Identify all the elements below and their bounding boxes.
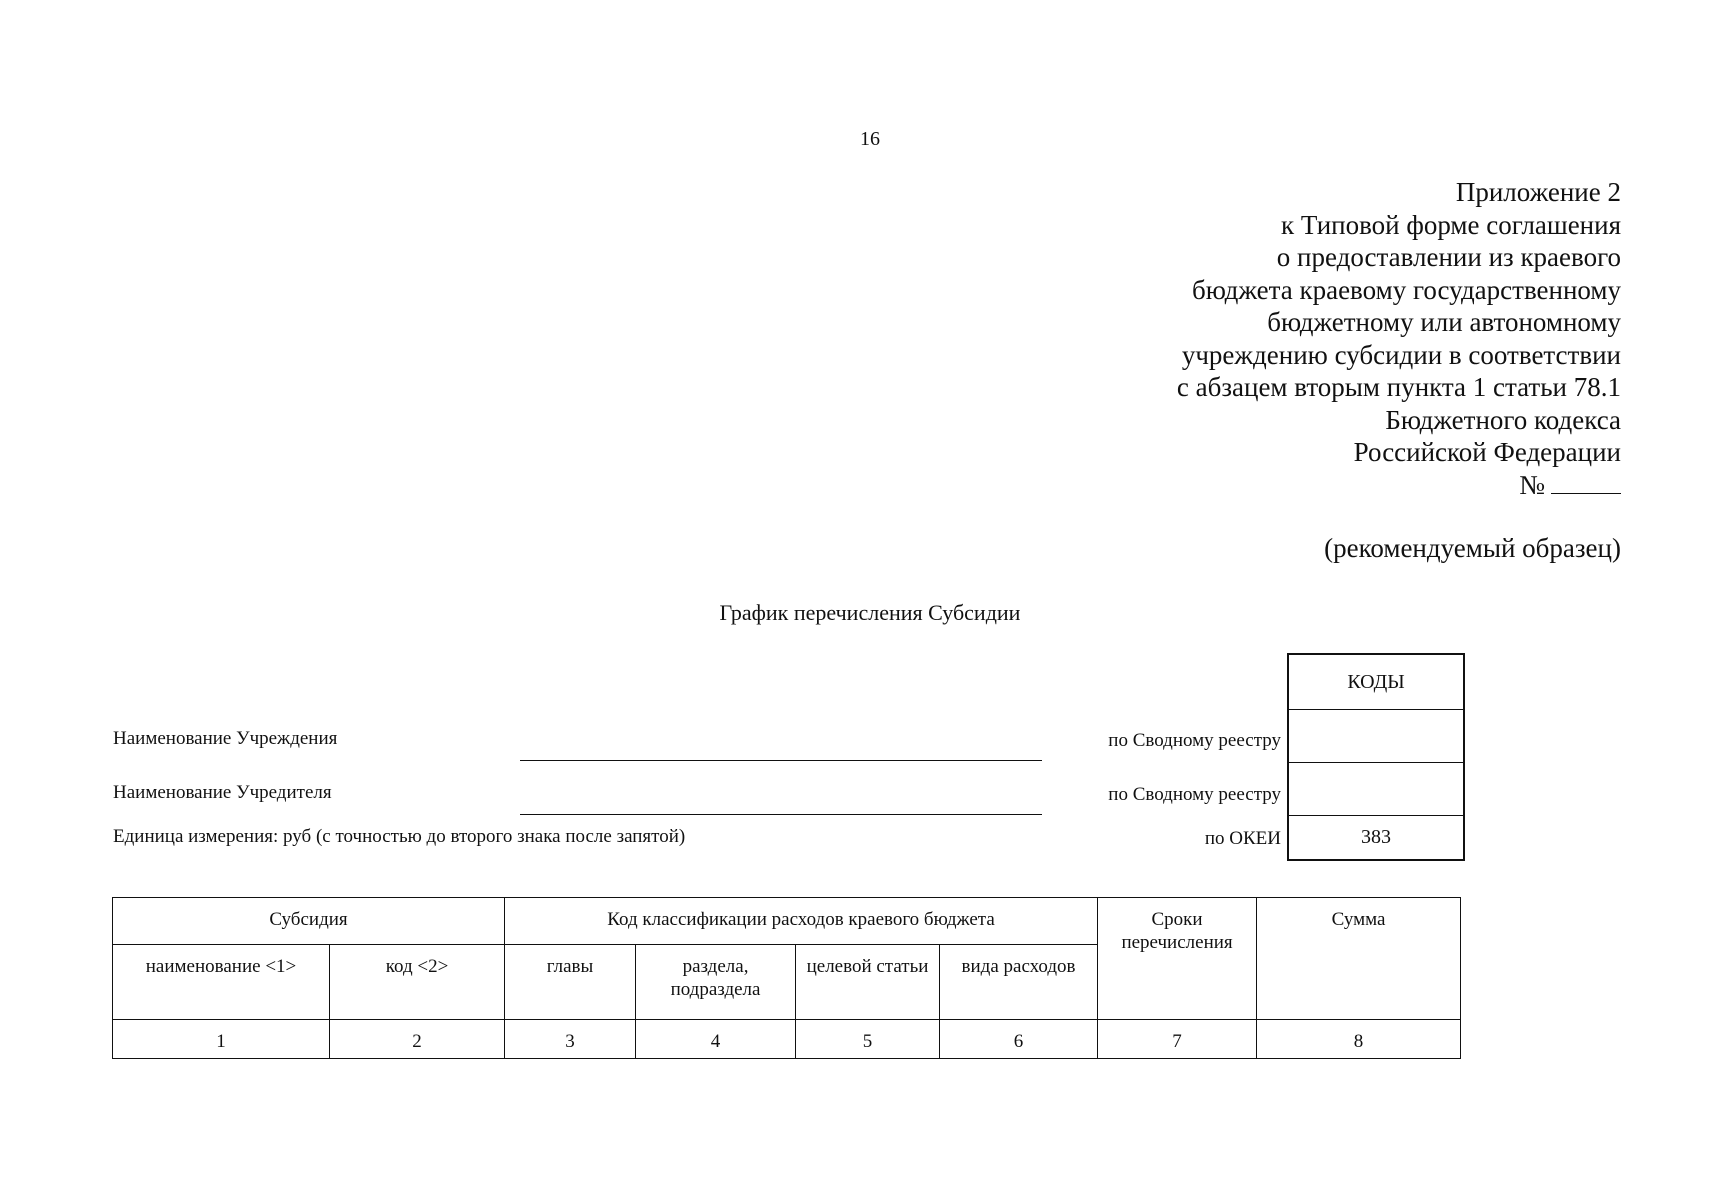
number-blank-line [1551,471,1621,494]
appendix-line: учреждению субсидии в соответствии [1181,339,1621,370]
appendix-line: бюджета краевому государственному [1192,274,1621,305]
header-subsidy: Субсидия [113,898,505,945]
header-classification-code: Код классификации расходов краевого бюджета [505,898,1098,945]
okei-code-cell: 383 [1289,815,1463,859]
header-transfer-terms: Сроки перечисления [1098,898,1257,1020]
unit-label: Единица измерения: руб (с точностью до второго знака после запятой) [113,826,686,847]
okei-label: по ОКЕИ [1204,828,1281,849]
registry-code-cell-1 [1289,709,1463,762]
appendix-line: Приложение 2 [1455,177,1621,207]
header-code: код <2> [330,945,505,1020]
column-number: 2 [330,1020,505,1059]
registry-label-1: по Сводному реестру [1108,730,1281,751]
appendix-line: бюджетному или автономному [1267,307,1621,337]
registry-label-2: по Сводному реестру [1108,784,1281,805]
codes-header: КОДЫ [1347,670,1405,693]
page-number: 16 [860,128,880,150]
header-sum: Сумма [1257,898,1461,1020]
column-number: 6 [940,1020,1098,1059]
appendix-header [1177,176,1621,501]
form-title: График перечисления Субсидии [719,600,1021,625]
appendix-line: Российской Федерации [1353,437,1621,467]
transfer-schedule-table [112,897,1461,1059]
founder-underline [520,814,1042,815]
header-target-article: целевой статьи [796,945,940,1020]
header-chapter: главы [505,945,636,1020]
appendix-line: с абзацем вторым пункта 1 статьи 78.1 [1176,372,1621,402]
appendix-line: о предоставлении из краевого [1276,242,1621,272]
column-number: 3 [505,1020,636,1059]
recommended-sample-note: (рекомендуемый образец) [1324,533,1621,563]
column-number: 4 [636,1020,796,1059]
column-number: 7 [1098,1020,1257,1059]
appendix-number [1177,469,1621,502]
column-number: 1 [113,1020,330,1059]
institution-underline [520,760,1042,761]
institution-label: Наименование Учреждения [113,728,338,749]
table-header-row [113,898,1461,945]
registry-code-cell-2 [1289,762,1463,815]
appendix-line: Бюджетного кодекса [1385,404,1621,435]
appendix-line: к Типовой форме соглашения [1281,209,1621,240]
founder-label: Наименование Учредителя [113,782,332,803]
header-name: наименование <1> [113,945,330,1020]
table-row [113,1020,1461,1059]
codes-box [1287,653,1465,861]
column-number: 8 [1257,1020,1461,1059]
header-expense-type: вида расходов [940,945,1098,1020]
number-sign: № [1519,469,1545,500]
header-section: раздела, подраздела [636,945,796,1020]
column-number: 5 [796,1020,940,1059]
